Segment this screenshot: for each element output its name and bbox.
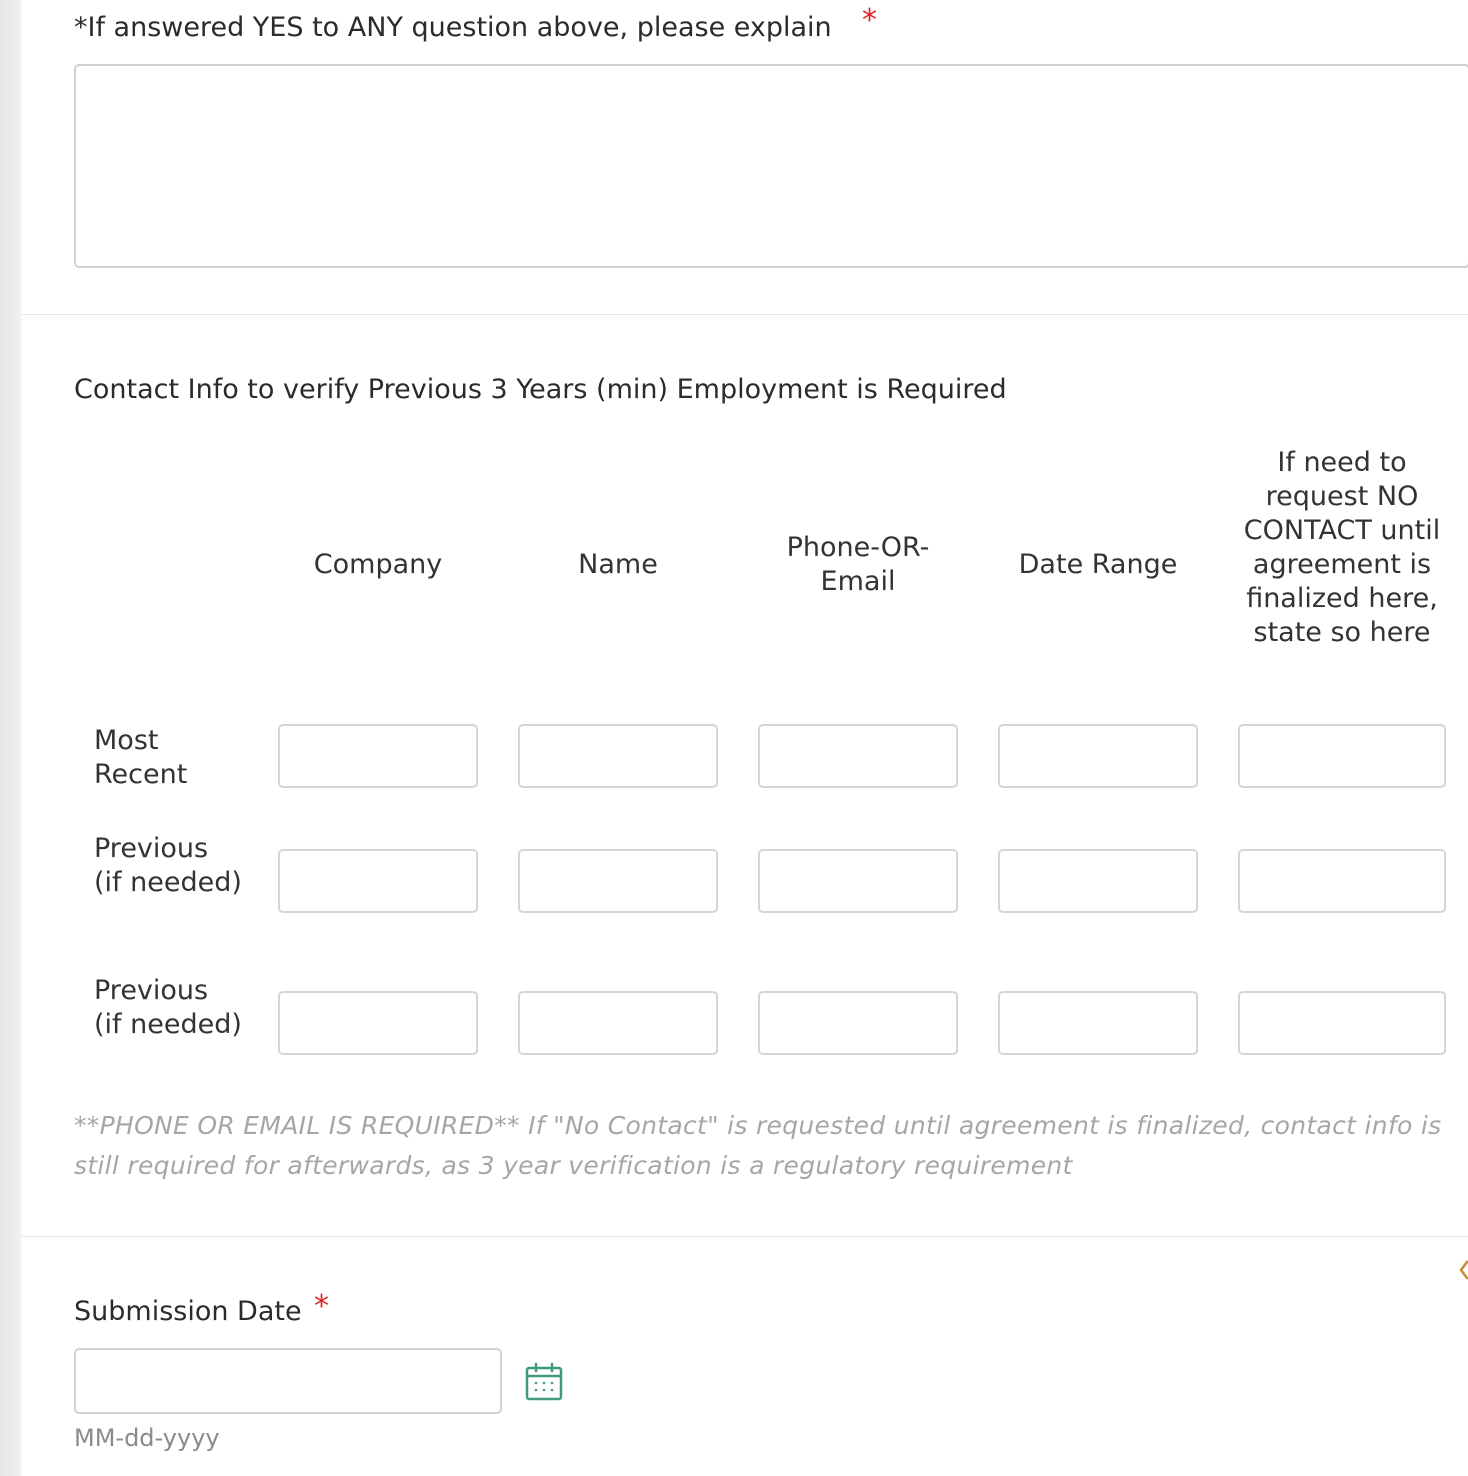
submission-date-label: Submission Date xyxy=(74,1296,302,1327)
employment-note: **PHONE OR EMAIL IS REQUIRED** If "No Contact" is requested until agreement is finalized, contact info is still required for afterwards, as 3 year verification is a regulatory requirement xyxy=(74,1111,1442,1180)
chevron-collapse-icon[interactable] xyxy=(1456,1258,1468,1282)
previous-2-date-range-input[interactable] xyxy=(998,991,1198,1055)
previous-1-company-input[interactable] xyxy=(278,849,478,913)
most-recent-phone-email-input[interactable] xyxy=(758,724,958,788)
column-header-no-contact: If need to request NO CONTACT until agreement is finalized here, state so here xyxy=(1243,447,1441,648)
calendar-icon[interactable] xyxy=(524,1362,564,1402)
section-divider xyxy=(22,1236,1468,1237)
previous-1-date-range-input[interactable] xyxy=(998,849,1198,913)
column-header-phone-email: Phone-OR-Email xyxy=(786,532,930,597)
date-format-hint: MM-dd-yyyy xyxy=(74,1424,220,1452)
row-label-previous-2: Previous (if needed) xyxy=(94,975,242,1040)
previous-1-phone-email-input[interactable] xyxy=(758,849,958,913)
application-form xyxy=(22,0,1468,1476)
row-label-previous-1: Previous (if needed) xyxy=(94,833,242,898)
most-recent-name-input[interactable] xyxy=(518,724,718,788)
previous-2-no-contact-input[interactable] xyxy=(1238,991,1446,1055)
employment-title: Contact Info to verify Previous 3 Years (min) Employment is Required xyxy=(74,374,1007,405)
column-header-name: Name xyxy=(578,549,658,580)
explain-textarea[interactable] xyxy=(74,64,1468,268)
most-recent-no-contact-input[interactable] xyxy=(1238,724,1446,788)
previous-2-phone-email-input[interactable] xyxy=(758,991,958,1055)
column-header-date-range: Date Range xyxy=(1018,549,1178,580)
explain-label: *If answered YES to ANY question above, please explain xyxy=(74,12,832,43)
most-recent-date-range-input[interactable] xyxy=(998,724,1198,788)
explain-required-mark: * xyxy=(862,3,877,38)
column-header-company: Company xyxy=(313,549,443,580)
previous-1-name-input[interactable] xyxy=(518,849,718,913)
section-divider xyxy=(22,314,1468,315)
submission-required-mark: * xyxy=(314,1289,329,1324)
submission-date-input[interactable] xyxy=(74,1348,502,1414)
previous-1-no-contact-input[interactable] xyxy=(1238,849,1446,913)
most-recent-company-input[interactable] xyxy=(278,724,478,788)
previous-2-company-input[interactable] xyxy=(278,991,478,1055)
left-panel-edge xyxy=(0,0,22,1476)
row-label-most-recent: Most Recent xyxy=(94,725,188,790)
previous-2-name-input[interactable] xyxy=(518,991,718,1055)
